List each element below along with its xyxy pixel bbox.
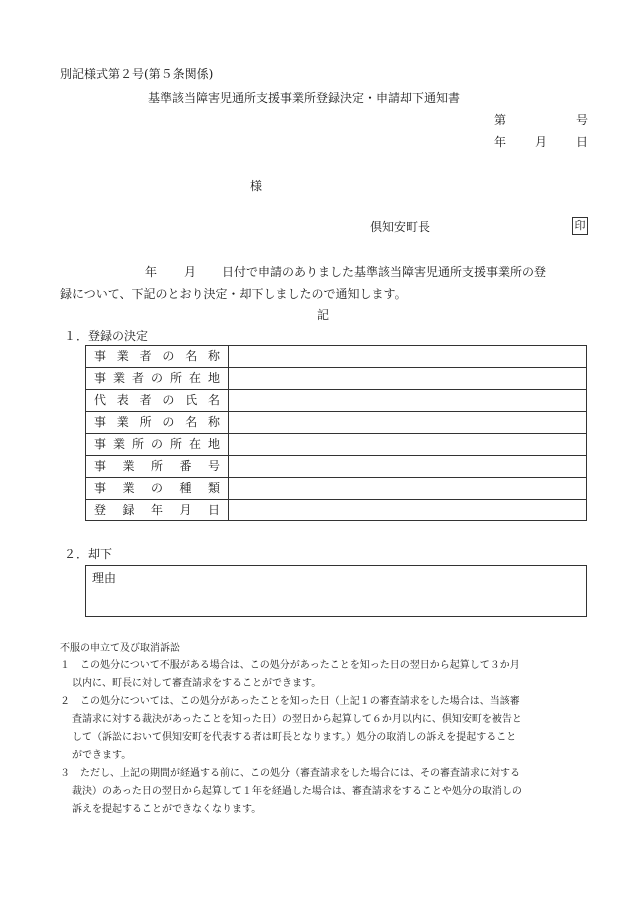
document-title: 基準該当障害児通所支援事業所登録決定・申請却下通知書 bbox=[148, 91, 461, 105]
table-row bbox=[86, 411, 586, 433]
table-row bbox=[86, 389, 586, 411]
row-label: 登録年月日 bbox=[86, 500, 229, 521]
appeal-line: ３ ただし、上記の期間が経過する前に、この処分（審査請求をした場合には、その審査請求に対する bbox=[60, 768, 520, 779]
addressee-suffix: 様 bbox=[250, 179, 263, 193]
row-label: 事業の種類 bbox=[86, 478, 229, 499]
row-label: 事業者の所在地 bbox=[86, 368, 229, 389]
appeal-line: 以内に、町長に対して審査請求をすることができます。 bbox=[72, 678, 322, 689]
body-line-1: 日付で申請のありました基準該当障害児通所支援事業所の登 bbox=[222, 265, 547, 279]
section-2-title: 却下 bbox=[88, 547, 113, 561]
row-value[interactable] bbox=[229, 456, 586, 477]
appeal-heading: 不服の申立て及び取消訴訟 bbox=[60, 643, 180, 654]
row-value[interactable] bbox=[229, 478, 586, 499]
body-line-2: 録について、下記のとおり決定・却下しましたので通知します。 bbox=[60, 287, 407, 301]
appeal-line: 裁決）のあった日の翌日から起算して１年を経過した場合は、審査請求をすることや処分の取消しの bbox=[72, 786, 522, 797]
section-1-number: １． bbox=[64, 329, 89, 343]
row-label: 代表者の氏名 bbox=[86, 390, 229, 411]
section-2-number: ２． bbox=[64, 547, 89, 561]
registration-table bbox=[85, 345, 587, 521]
row-value[interactable] bbox=[229, 346, 586, 367]
row-label: 事業者の名称 bbox=[86, 346, 229, 367]
header-date-year: 年 bbox=[494, 135, 507, 149]
body-year: 年 bbox=[145, 265, 158, 279]
table-row bbox=[86, 455, 586, 477]
row-label: 事業所の名称 bbox=[86, 412, 229, 433]
table-row bbox=[86, 433, 586, 455]
reason-label: 理由 bbox=[92, 571, 117, 585]
number-dai: 第 bbox=[494, 113, 507, 127]
row-value[interactable] bbox=[229, 412, 586, 433]
body-month: 月 bbox=[184, 265, 197, 279]
header-date-month: 月 bbox=[535, 135, 548, 149]
row-label: 事業所の所在地 bbox=[86, 434, 229, 455]
table-row bbox=[86, 477, 586, 499]
row-value[interactable] bbox=[229, 500, 586, 521]
section-1-title: 登録の決定 bbox=[88, 329, 149, 343]
table-row bbox=[86, 346, 586, 368]
appeal-line: ができます。 bbox=[72, 750, 132, 761]
appeal-line: ２ この処分については、この処分があったことを知った日（上記１の審査請求をした場合は、当該審 bbox=[60, 696, 520, 707]
table-row bbox=[86, 367, 586, 389]
row-value[interactable] bbox=[229, 390, 586, 411]
form-label: 別記様式第２号(第５条関係) bbox=[60, 67, 214, 81]
appeal-line: 訴えを提起することができなくなります。 bbox=[72, 804, 262, 815]
ki-heading: 記 bbox=[317, 308, 330, 322]
appeal-line: １ この処分について不服がある場合は、この処分があったことを知った日の翌日から起算して３か月 bbox=[60, 660, 520, 671]
appeal-line: して（訴訟において倶知安町を代表する者は町長となります。）処分の取消しの訴えを提起すること bbox=[72, 732, 517, 743]
row-value[interactable] bbox=[229, 368, 586, 389]
number-go: 号 bbox=[576, 113, 589, 127]
seal-stamp: 印 bbox=[572, 217, 588, 235]
appeal-line: 査請求に対する裁決があったことを知った日）の翌日から起算して６か月以内に、倶知安町を被告と bbox=[72, 714, 522, 725]
row-label: 事業所番号 bbox=[86, 456, 229, 477]
row-value[interactable] bbox=[229, 434, 586, 455]
header-date-day: 日 bbox=[576, 135, 589, 149]
rejection-reason-box[interactable] bbox=[85, 565, 587, 617]
table-row bbox=[86, 499, 586, 521]
issuer: 倶知安町長 bbox=[370, 220, 431, 234]
